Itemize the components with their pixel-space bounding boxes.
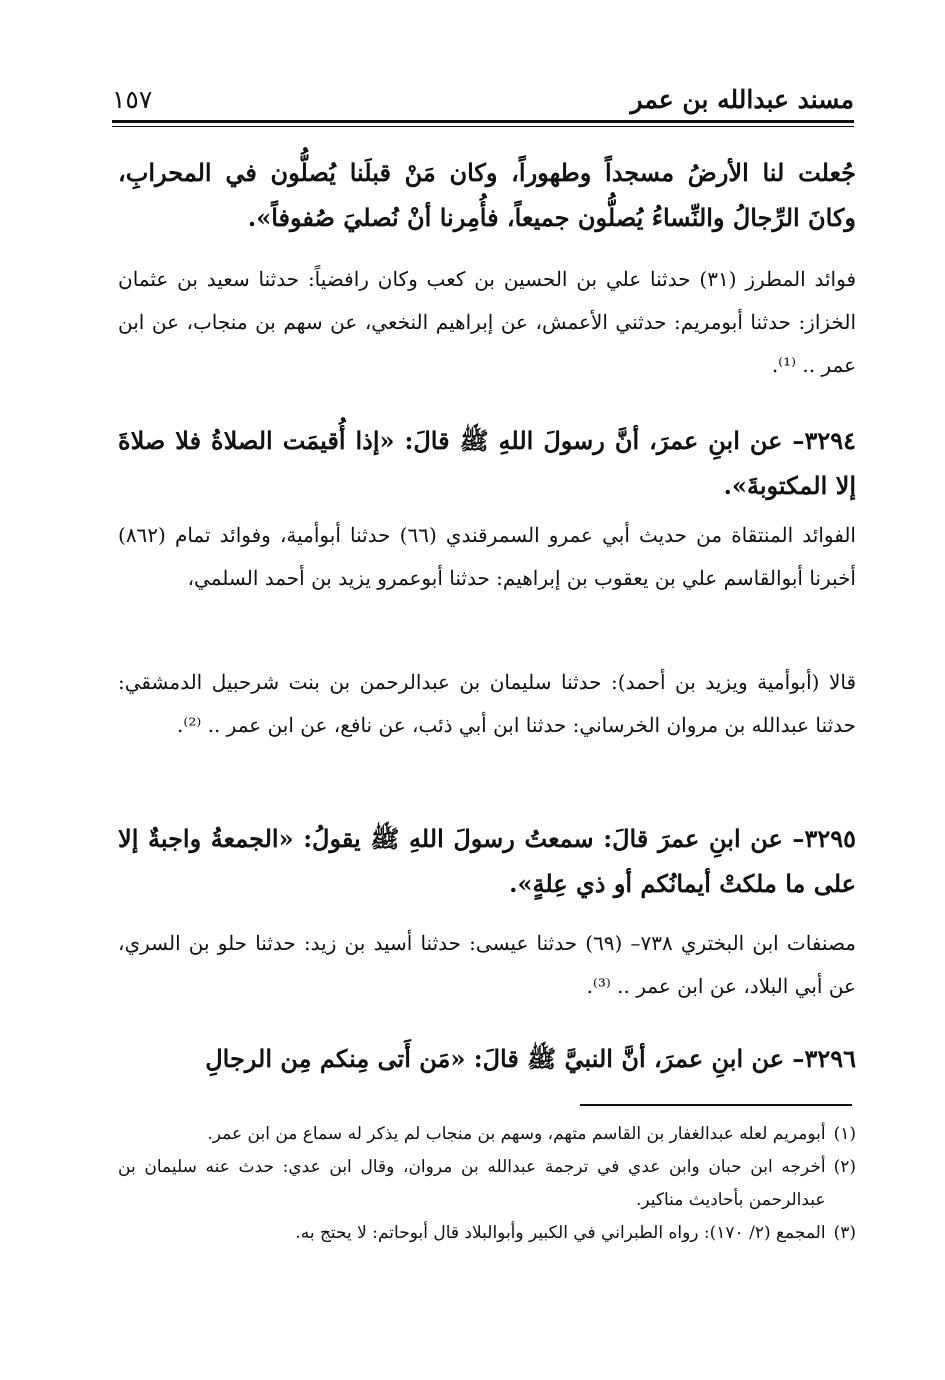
hadith-text: ٣٢٩٥– عن ابنِ عمرَ قالَ: سمعتُ رسولَ اللهِ ﷺ يقولُ: «الجمعةُ واجبةٌ إلا على ما ملكتْ أيمانُكم أو ذي عِلةٍ». bbox=[118, 824, 856, 898]
hadith-text: جُعلت لنا الأرضُ مسجداً وطهوراً، وكان مَنْ قبلَنا يُصلُّون في المحرابِ، وكانَ الرِّجالُ والنِّساءُ يُصلُّون جميعاً، فأُمِرنا أنْ نُصليَ صُفوفاً». bbox=[118, 158, 856, 232]
footnote-number: (٣) bbox=[833, 1223, 856, 1243]
source-text: قالا (أبوأمية ويزيد بن أحمد): حدثنا سليمان بن عبدالرحمن بن بنت شرحبيل الدمشقي: حدثنا عبدالله بن مروان الخرساني: حدثنا ابن أبي ذئب، عن نافع، عن ابن عمر .. ⁽²⁾. bbox=[118, 670, 856, 737]
header-rule-thin bbox=[112, 126, 854, 127]
source-text: فوائد المطرز (٣١) حدثنا علي بن الحسين بن كعب وكان رافضياً: حدثنا سعيد بن عثمان الخزاز: حدثنا أبومريم: حدثني الأعمش، عن إبراهيم النخعي، عن سهم بن منجاب، عن ابن عمر .. ⁽¹⁾. bbox=[118, 267, 857, 377]
footnote-text: المجمع (٢/ ١٧٠): رواه الطبراني في الكبير وأبوالبلاد قال أبوحاتم: لا يحتج به. bbox=[295, 1223, 826, 1243]
footnote bbox=[118, 1217, 856, 1250]
footnote-text: أخرجه ابن حبان وابن عدي في ترجمة عبدالله بن مروان، وقال ابن عدي: حدث عنه سليمان بن عبدالرحمن بأحاديث مناكير. bbox=[118, 1157, 826, 1210]
hadith-text: ٣٢٩٤– عن ابنِ عمرَ، أنَّ رسولَ اللهِ ﷺ قالَ: «إذا أُقيمَت الصلاةُ فلا صلاةَ إلا المكتوبةَ». bbox=[118, 426, 856, 500]
header-rule bbox=[112, 120, 854, 123]
page-number: ١٥٧ bbox=[112, 85, 153, 114]
footnote-number: (١) bbox=[833, 1124, 856, 1144]
running-title: مسند عبدالله بن عمر bbox=[630, 85, 854, 114]
footnote bbox=[118, 1118, 856, 1151]
source-text: مصنفات ابن البختري ٧٣٨– (٦٩) حدثنا عيسى: حدثنا أسيد بن زيد: حدثنا حلو بن السري، عن أبي البلاد، عن ابن عمر .. ⁽³⁾. bbox=[118, 931, 857, 998]
footnote-text: أبومريم لعله عبدالغفار بن القاسم متهم، وسهم بن منجاب لم يذكر له سماع من ابن عمر. bbox=[207, 1124, 826, 1144]
footnote-number: (٢) bbox=[833, 1157, 856, 1177]
hadith-text: ٣٢٩٦– عن ابنِ عمرَ، أنَّ النبيَّ ﷺ قالَ: «مَن أَتى مِنكم مِن الرجالِ bbox=[205, 1044, 856, 1073]
footnotes bbox=[118, 1118, 856, 1250]
footnote-separator bbox=[580, 1104, 852, 1106]
page-header bbox=[112, 84, 854, 116]
footnote bbox=[118, 1151, 856, 1217]
source-text: الفوائد المنتقاة من حديث أبي عمرو السمرقندي (٦٦) حدثنا أبوأمية، وفوائد تمام (٨٦٢) أخبرنا أبوالقاسم علي بن يعقوب بن إبراهيم: حدثنا أبوعمرو يزيد بن أحمد السلمي، bbox=[118, 523, 856, 590]
